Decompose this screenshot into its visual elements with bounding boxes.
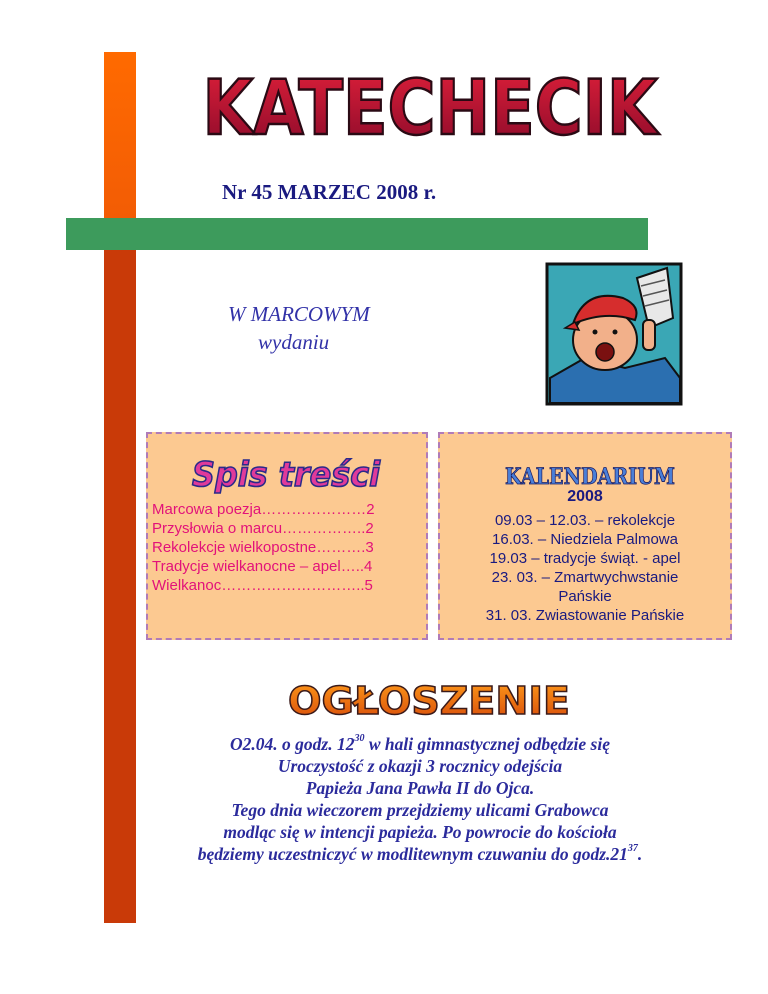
toc-title-text: Spis treści: [192, 455, 382, 495]
decorative-orange-bar: [104, 52, 136, 222]
toc-title: [186, 448, 386, 496]
calendar-title-text: KALENDARIUM: [505, 464, 675, 490]
announcement-title: [284, 676, 574, 722]
calendar-box: [438, 432, 732, 640]
toc-item: Tradycje wielkanocne – apel…..4: [152, 558, 373, 575]
table-of-contents: [146, 432, 428, 640]
calendar-list: [440, 511, 730, 625]
calendar-item: 23. 03. – Zmartwychwstanie: [491, 569, 679, 586]
decorative-green-bar: [66, 218, 648, 250]
toc-list: [152, 500, 424, 595]
toc-item: Marcowa poezja…………………2: [152, 501, 375, 518]
toc-item: Wielkanoc………………………..5: [152, 577, 373, 594]
announcement-title-text: OGŁOSZENIE: [288, 679, 570, 723]
intro-heading: [228, 300, 370, 356]
issue-number: Nr 45 MARZEC 2008 r.: [222, 180, 437, 204]
toc-item: Rekolekcje wielkopostne……….3: [152, 539, 374, 556]
calendar-item: Pańskie: [558, 588, 612, 605]
masthead-text: KATECHECIK: [202, 63, 661, 152]
announcement-line-2: Uroczystość z okazji 3 rocznicy odejścia: [277, 756, 563, 776]
calendar-item: 31. 03. Zwiastowanie Pańskie: [485, 607, 685, 624]
toc-item: Przysłowia o marcu……………..2: [152, 520, 374, 537]
calendar-item: 16.03. – Niedziela Palmowa: [492, 531, 678, 548]
announcement-body: [120, 733, 720, 865]
calendar-item: 09.03 – 12.03. – rekolekcje: [494, 512, 676, 529]
announcement-line-3: Papieża Jana Pawła II do Ojca.: [305, 778, 535, 798]
announcement-line-1: O2.04. o godz. $12^{30}$ w hali gimnastycznej odbędzie się: [230, 733, 610, 754]
announcement-line-4: Tego dnia wieczorem przejdziemy ulicami Grabowca: [231, 800, 609, 820]
calendar-item: 19.03 – tradycje świąt. - apel: [489, 550, 681, 567]
intro-line-1: W MARCOWYM: [228, 302, 370, 326]
masthead-title: [195, 60, 665, 150]
intro-line-2: wydaniu: [258, 330, 330, 354]
newsboy-illustration: [545, 258, 685, 408]
announcement-line-5: modląc się w intencji papieża. Po powrocie do kościoła: [223, 822, 617, 842]
announcement-line-6: będziemy uczestniczyć w modlitewnym czuwaniu do $godz.21^{37}$.: [197, 843, 643, 864]
calendar-year: 2008: [567, 488, 603, 505]
